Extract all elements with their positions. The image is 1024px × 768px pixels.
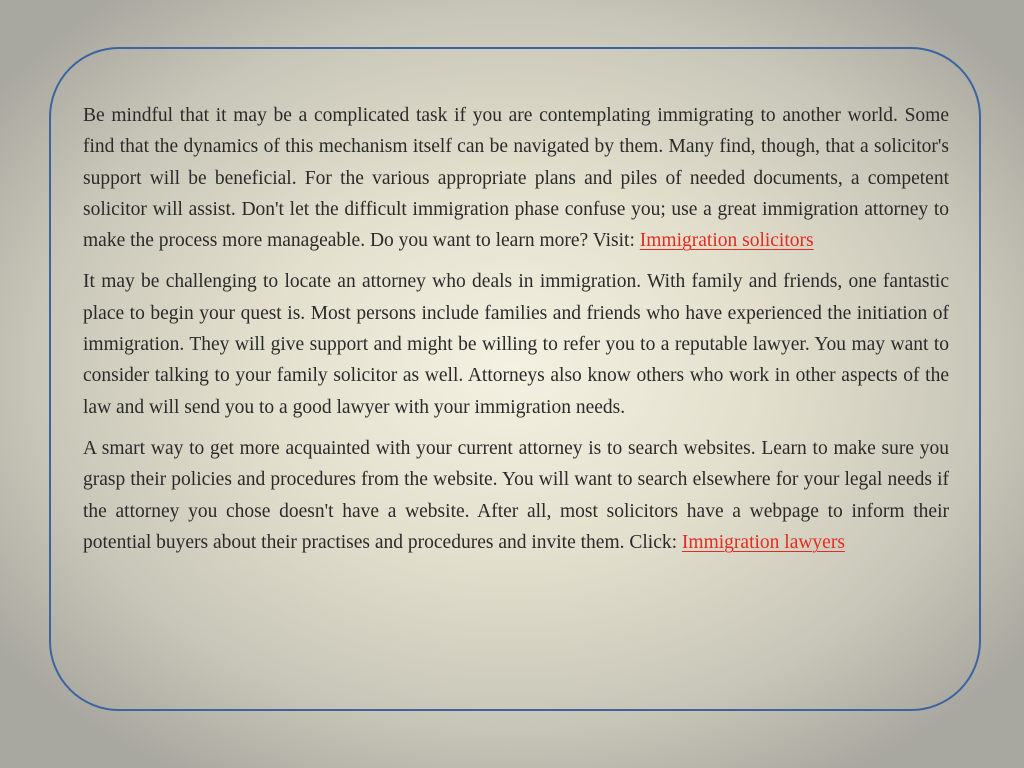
paragraph-1-text: Be mindful that it may be a complicated task if you are contemplating immigrating to another world. Some find that the dynamics of this mechanism itself can be navigated by them. Many find, though, that a solicitor's support will be beneficial. For the various appropriate plans and piles of needed documents, a competent solicitor will assist. Don't let the difficult immigration phase confuse you; use a great immigration attorney to make the process more manageable. Do you want to learn more? Visit: xyxy=(83,105,949,252)
article-body xyxy=(83,100,949,568)
immigration-lawyers-link[interactable]: Immigration lawyers xyxy=(681,531,845,553)
paragraph-2-text: It may be challenging to locate an attorney who deals in immigration. With family and friends, one fantastic place to begin your quest is. Most persons include families and friends who have experienced the initiation of immigration. They will give support and might be willing to refer you to a reputable lawyer. You may want to consider talking to your family solicitor as well. Attorneys also know others who work in other aspects of the law and will send you to a good lawyer with your immigration needs. xyxy=(83,271,949,418)
paragraph-3-text: A smart way to get more acquainted with your current attorney is to search websites. Learn to make sure you grasp their policies and procedures from the website. You will want to search elsewhere for your legal needs if the attorney you chose doesn't have a website. After all, most solicitors have a webpage to inform their potential buyers about their practises and procedures and invite them. Click: xyxy=(83,437,949,553)
paragraph-2 xyxy=(83,266,949,422)
immigration-solicitors-link[interactable]: Immigration solicitors xyxy=(639,230,814,252)
paragraph-1 xyxy=(83,100,949,256)
paragraph-3 xyxy=(83,433,949,558)
